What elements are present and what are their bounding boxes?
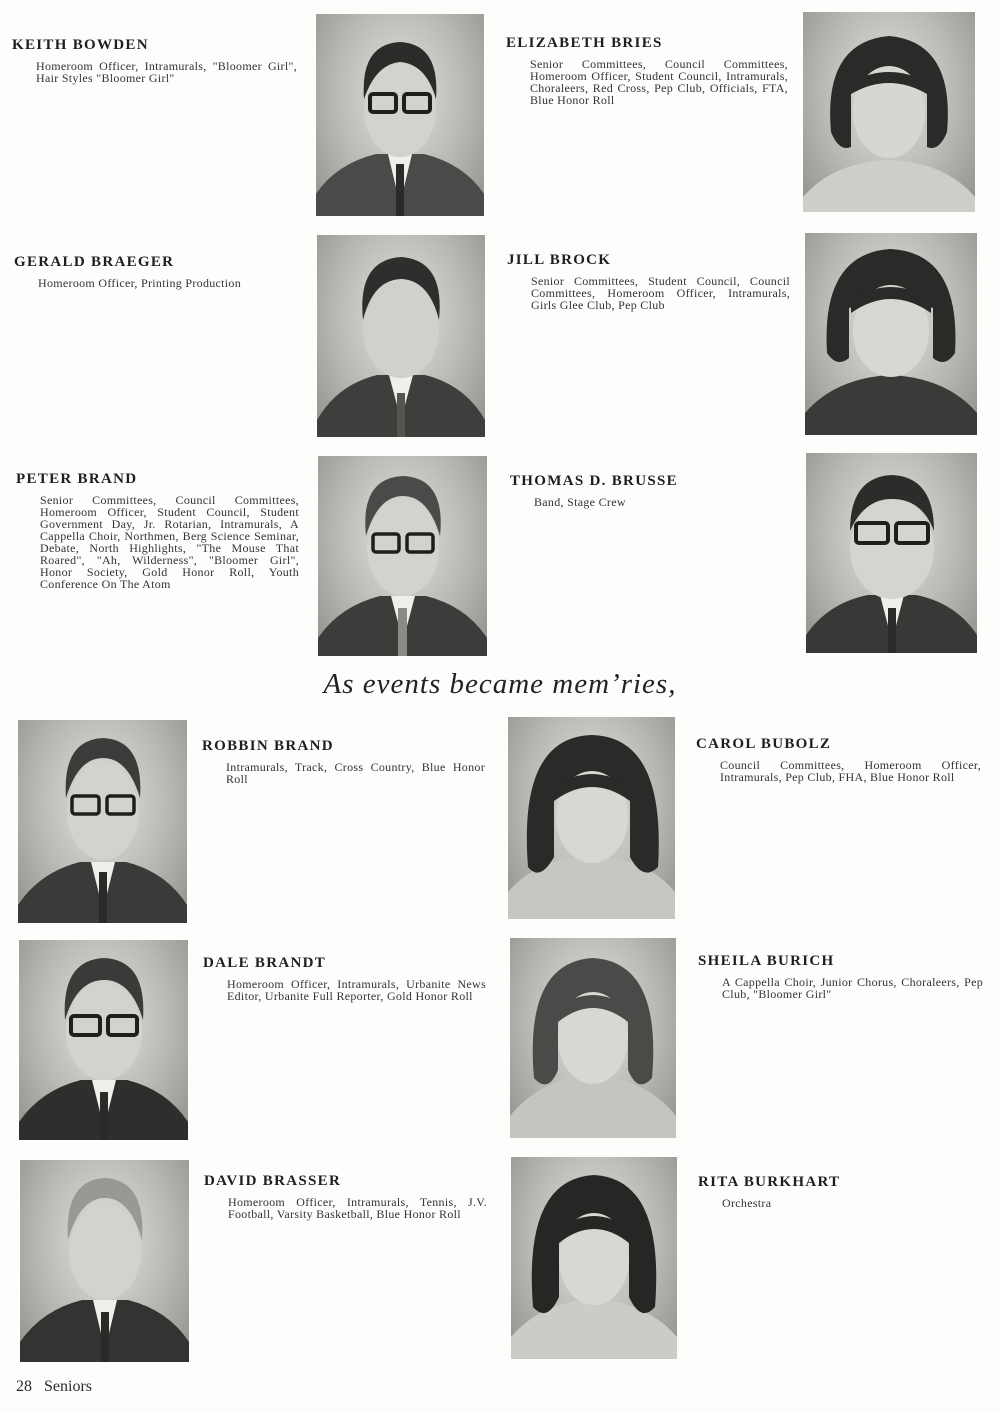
senior-name: ELIZABETH BRIES	[506, 35, 663, 51]
senior-name: SHEILA BURICH	[698, 953, 835, 969]
senior-entry-dale-brandt	[203, 955, 486, 1002]
senior-activities: Homeroom Officer, Intramurals, Urbanite News Editor, Urbanite Full Reporter, Gold Honor Roll	[227, 977, 486, 1003]
senior-name: DAVID BRASSER	[204, 1173, 342, 1189]
senior-activities: Band, Stage Crew	[534, 495, 626, 509]
senior-entry-elizabeth-bries	[506, 35, 788, 106]
senior-portrait-photo	[318, 456, 487, 656]
senior-portrait-photo	[805, 233, 977, 435]
senior-activities: A Cappella Choir, Junior Chorus, Choraleers, Pep Club, "Bloomer Girl"	[722, 975, 983, 1001]
senior-entry-david-brasser	[204, 1173, 487, 1220]
senior-entry-thomas-brusse	[510, 473, 790, 508]
senior-entry-keith-bowden	[12, 37, 297, 84]
senior-portrait-photo	[806, 453, 977, 653]
senior-activities: Homeroom Officer, Intramurals, Tennis, J.V. Football, Varsity Basketball, Blue Honor Roll	[228, 1195, 487, 1221]
senior-name: ROBBIN BRAND	[202, 738, 334, 754]
senior-activities: Homeroom Officer, Printing Production	[38, 276, 242, 290]
senior-portrait-photo	[803, 12, 975, 212]
page-number: 28	[16, 1378, 32, 1395]
senior-activities: Council Committees, Homeroom Officer, Intramurals, Pep Club, FHA, Blue Honor Roll	[720, 758, 981, 784]
senior-entry-rita-burkhart	[698, 1174, 983, 1209]
senior-name: RITA BURKHART	[698, 1174, 841, 1190]
senior-name: DALE BRANDT	[203, 955, 327, 971]
senior-entry-jill-brock	[507, 252, 790, 311]
senior-portrait-photo	[510, 938, 676, 1138]
section-label: Seniors	[44, 1378, 92, 1395]
page-footer	[16, 1378, 104, 1396]
senior-portrait-photo	[511, 1157, 677, 1359]
senior-activities: Intramurals, Track, Cross Country, Blue Honor Roll	[226, 760, 485, 786]
senior-portrait-photo	[19, 940, 188, 1140]
senior-activities: Senior Committees, Council Committees, Homeroom Officer, Student Council, Student Government Day, Jr. Rotarian, Intramurals, A Cappella Choir, Northmen, Berg Science Seminar, Debate, North Highlights, "The Mouse That Roared", "Ah, Wilderness", "Bloomer Girl", Honor Society, Gold Honor Roll, Youth Conference On The Atom	[40, 493, 299, 591]
senior-entry-gerald-braeger	[14, 254, 299, 289]
senior-portrait-photo	[317, 235, 485, 437]
page-tagline: As events became mem’ries,	[323, 668, 677, 700]
senior-portrait-photo	[18, 720, 187, 923]
senior-entry-carol-bubolz	[696, 736, 981, 783]
senior-entry-robbin-brand	[202, 738, 485, 785]
senior-name: KEITH BOWDEN	[12, 37, 149, 53]
senior-portrait-photo	[316, 14, 484, 216]
senior-entry-peter-brand	[16, 471, 299, 590]
senior-portrait-photo	[508, 717, 675, 919]
senior-portrait-photo	[20, 1160, 189, 1362]
senior-activities: Senior Committees, Student Council, Council Committees, Homeroom Officer, Intramurals, Girls Glee Club, Pep Club	[531, 274, 790, 312]
senior-name: CAROL BUBOLZ	[696, 736, 832, 752]
senior-activities: Senior Committees, Council Committees, Homeroom Officer, Student Council, Intramurals, Choraleers, Red Cross, Pep Club, Officials, FTA, Blue Honor Roll	[530, 57, 788, 107]
senior-name: THOMAS D. BRUSSE	[510, 473, 678, 489]
senior-entry-sheila-burich	[698, 953, 983, 1000]
senior-name: GERALD BRAEGER	[14, 254, 175, 270]
senior-name: JILL BROCK	[507, 252, 612, 268]
senior-name: PETER BRAND	[16, 471, 138, 487]
senior-activities: Homeroom Officer, Intramurals, "Bloomer Girl", Hair Styles "Bloomer Girl"	[36, 59, 297, 85]
senior-activities: Orchestra	[722, 1196, 772, 1210]
